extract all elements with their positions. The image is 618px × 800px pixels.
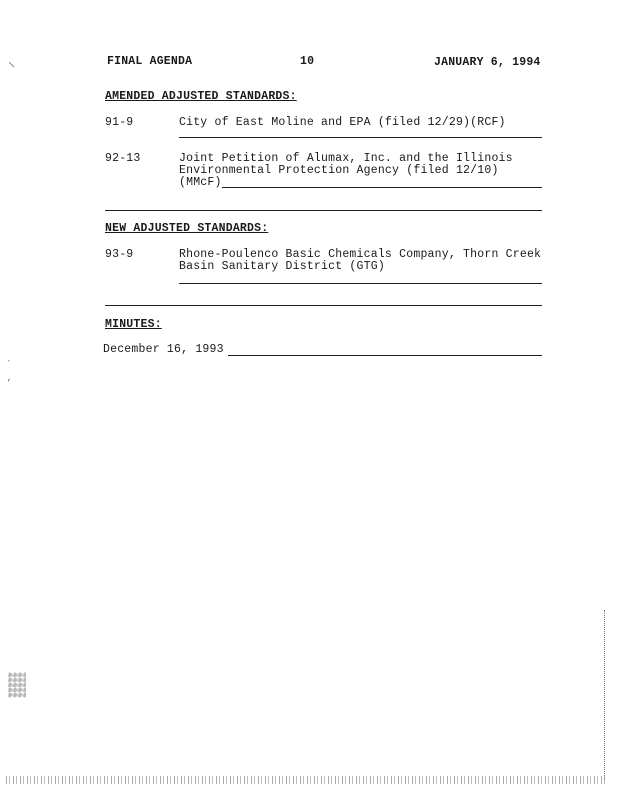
item-number: 91-9 bbox=[105, 116, 134, 129]
signature-rule bbox=[222, 187, 542, 188]
section-heading-amended: AMENDED ADJUSTED STANDARDS: bbox=[105, 90, 297, 103]
scan-mark-icon: ´ bbox=[6, 360, 12, 370]
signature-rule bbox=[228, 355, 542, 356]
minutes-entry: December 16, 1993 bbox=[103, 343, 224, 356]
scan-smudge-icon bbox=[8, 672, 26, 698]
item-text-line: Joint Petition of Alumax, Inc. and the Illinois bbox=[179, 152, 513, 165]
item-text-line: Environmental Protection Agency (filed 12/10) bbox=[179, 164, 499, 177]
item-text-line: City of East Moline and EPA (filed 12/29)(RCF) bbox=[179, 116, 506, 129]
item-number: 92-13 bbox=[105, 152, 141, 165]
section-divider bbox=[105, 305, 542, 306]
item-text-line: (MMcF) bbox=[179, 176, 222, 189]
signature-rule bbox=[179, 283, 542, 284]
scan-mark-icon: ‘ bbox=[6, 378, 12, 388]
section-heading-new: NEW ADJUSTED STANDARDS: bbox=[105, 222, 269, 235]
header-title: FINAL AGENDA bbox=[107, 55, 193, 68]
page-number: 10 bbox=[300, 55, 315, 68]
item-number: 93-9 bbox=[105, 248, 134, 261]
section-heading-minutes: MINUTES: bbox=[105, 318, 162, 331]
item-text-line: Rhone-Poulenco Basic Chemicals Company, Thorn Creek bbox=[179, 248, 542, 261]
header-date: JANUARY 6, 1994 bbox=[434, 56, 541, 69]
item-text-line: Basin Sanitary District (GTG) bbox=[179, 260, 385, 273]
scan-noise-strip bbox=[6, 776, 606, 784]
signature-rule bbox=[179, 137, 542, 138]
scan-mark-icon: ⸌ bbox=[8, 61, 16, 77]
scan-edge-line bbox=[604, 610, 605, 780]
section-divider bbox=[105, 210, 542, 211]
